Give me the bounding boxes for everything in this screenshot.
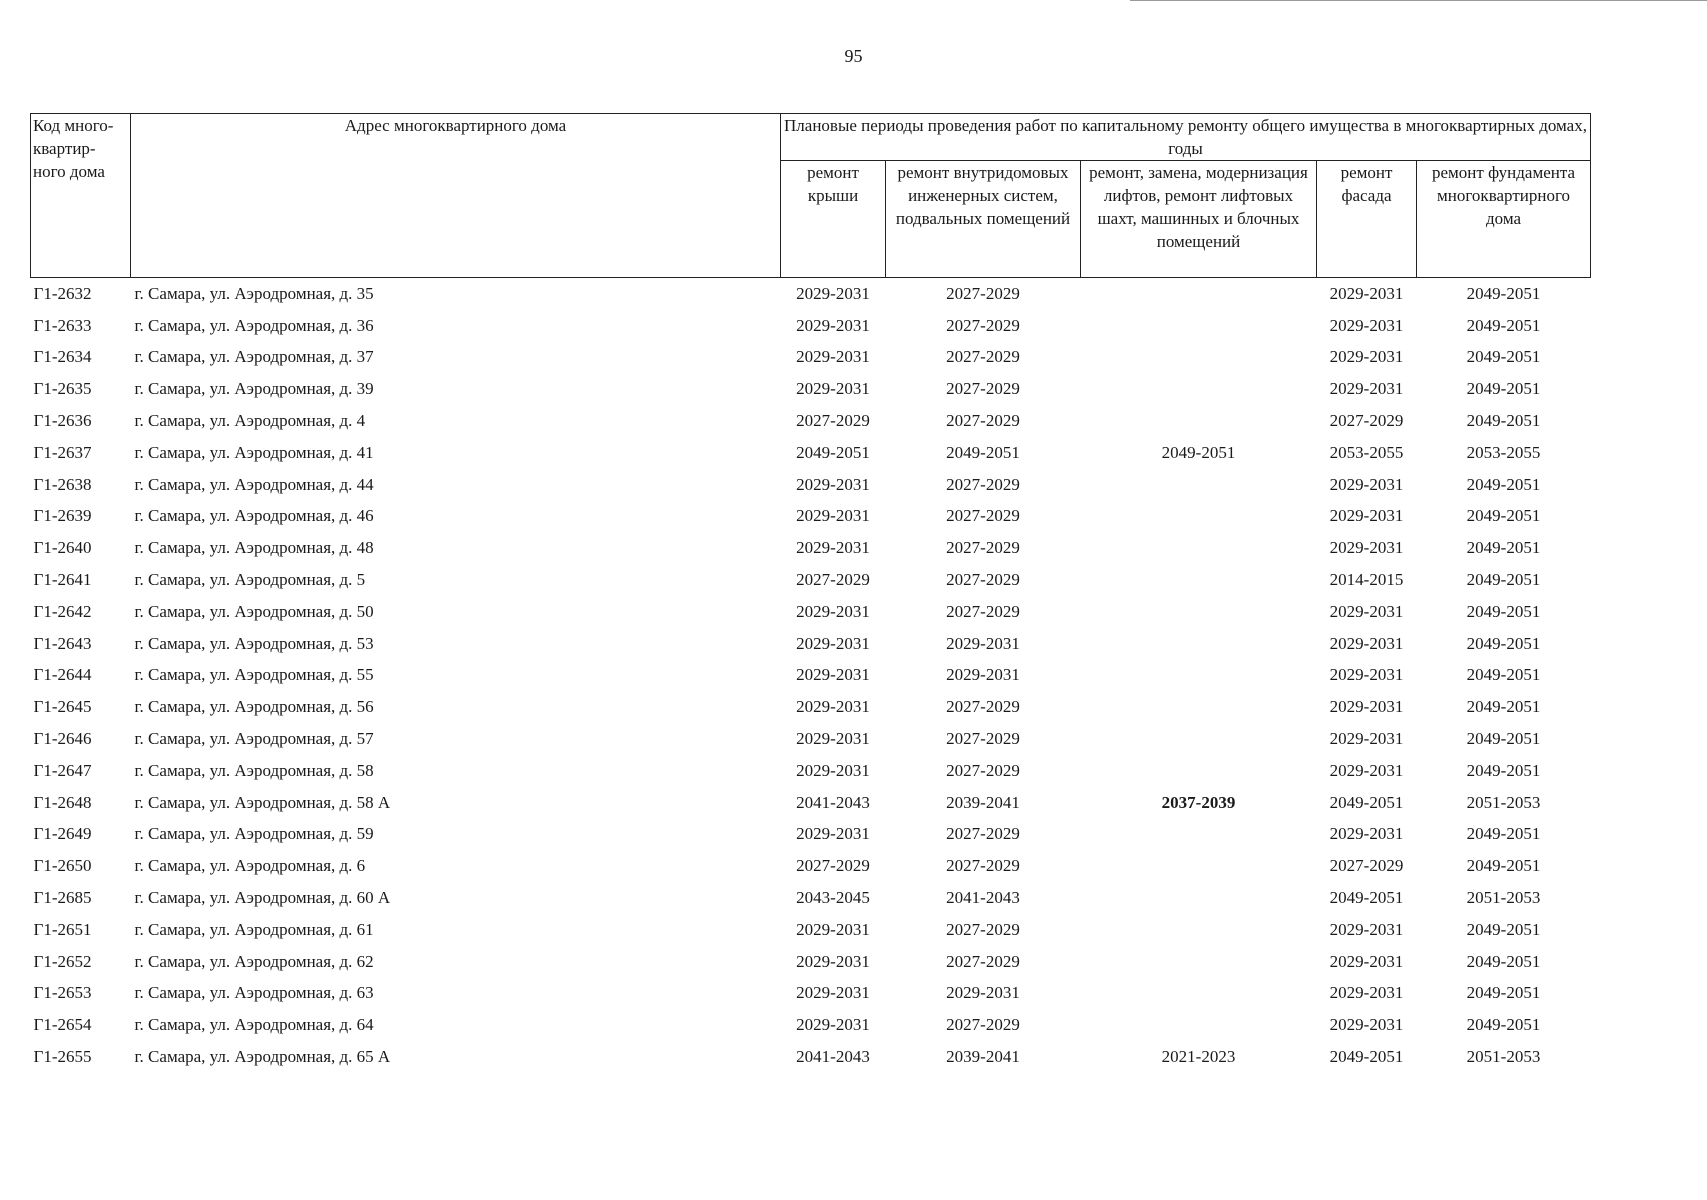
cell-facade-period: 2029-2031 bbox=[1329, 538, 1404, 558]
cell-foundation-period: 2051-2053 bbox=[1466, 1047, 1541, 1067]
cell-facade-period: 2029-2031 bbox=[1329, 1015, 1404, 1035]
cell-roof-period: 2029-2031 bbox=[796, 729, 870, 749]
cell-address: г. Самара, ул. Аэродромная, д. 59 bbox=[134, 824, 374, 844]
cell-lift-period bbox=[1081, 564, 1317, 596]
cell-foundation-period: 2049-2051 bbox=[1466, 856, 1541, 876]
cell-address: г. Самара, ул. Аэродромная, д. 48 bbox=[134, 538, 374, 558]
table-row bbox=[31, 373, 1591, 405]
cell-foundation-period: 2049-2051 bbox=[1466, 665, 1541, 685]
cell-code: Г1-2640 bbox=[33, 538, 92, 558]
cell-internal-systems-period: 2027-2029 bbox=[946, 538, 1020, 558]
table-row bbox=[31, 342, 1591, 374]
header-facade: ремонт фасада bbox=[1317, 161, 1417, 278]
table-row bbox=[31, 819, 1591, 851]
cell-internal-systems-period: 2027-2029 bbox=[946, 824, 1020, 844]
cell-foundation-period: 2049-2051 bbox=[1466, 983, 1541, 1003]
table-row bbox=[31, 882, 1591, 914]
cell-foundation-period: 2049-2051 bbox=[1466, 919, 1541, 939]
header-foundation: ремонт фундамента многоквартирного дома bbox=[1417, 161, 1591, 278]
cell-roof-period: 2029-2031 bbox=[796, 697, 870, 717]
header-periods-group: Плановые периоды проведения работ по капитальному ремонту общего имущества в многоквартирных домах, годы bbox=[781, 114, 1591, 161]
table-row bbox=[31, 278, 1591, 310]
cell-facade-period: 2029-2031 bbox=[1329, 379, 1404, 399]
cell-lift-period: 2037-2039 bbox=[1161, 792, 1236, 812]
cell-internal-systems-period: 2027-2029 bbox=[946, 315, 1020, 335]
header-code: Код много-квартир-ного дома bbox=[31, 114, 131, 278]
cell-internal-systems-period: 2027-2029 bbox=[946, 411, 1020, 431]
cell-lift-period bbox=[1081, 691, 1317, 723]
cell-internal-systems-period: 2027-2029 bbox=[946, 951, 1020, 971]
cell-internal-systems-period: 2039-2041 bbox=[946, 792, 1020, 812]
table-row bbox=[31, 310, 1591, 342]
cell-internal-systems-period: 2027-2029 bbox=[946, 919, 1020, 939]
cell-code: Г1-2653 bbox=[33, 983, 92, 1003]
cell-foundation-period: 2049-2051 bbox=[1466, 283, 1541, 303]
cell-internal-systems-period: 2027-2029 bbox=[946, 856, 1020, 876]
cell-roof-period: 2027-2029 bbox=[796, 411, 870, 431]
cell-lift-period bbox=[1081, 342, 1317, 374]
cell-lift-period: 2021-2023 bbox=[1161, 1047, 1236, 1067]
cell-roof-period: 2029-2031 bbox=[796, 538, 870, 558]
cell-roof-period: 2029-2031 bbox=[796, 283, 870, 303]
cell-address: г. Самара, ул. Аэродромная, д. 65 А bbox=[134, 1047, 391, 1067]
table-row bbox=[31, 532, 1591, 564]
cell-code: Г1-2651 bbox=[33, 919, 92, 939]
header-roof: ремонт крыши bbox=[781, 161, 886, 278]
cell-lift-period bbox=[1081, 405, 1317, 437]
cell-internal-systems-period: 2027-2029 bbox=[946, 601, 1020, 621]
cell-lift-period bbox=[1081, 373, 1317, 405]
cell-address: г. Самара, ул. Аэродромная, д. 46 bbox=[134, 506, 374, 526]
cell-foundation-period: 2049-2051 bbox=[1466, 347, 1541, 367]
cell-address: г. Самара, ул. Аэродромная, д. 56 bbox=[134, 697, 374, 717]
cell-code: Г1-2654 bbox=[33, 1015, 92, 1035]
cell-lift-period bbox=[1081, 819, 1317, 851]
cell-roof-period: 2029-2031 bbox=[796, 474, 870, 494]
header-address: Адрес многоквартирного дома bbox=[131, 114, 781, 278]
cell-lift-period bbox=[1081, 755, 1317, 787]
cell-internal-systems-period: 2027-2029 bbox=[946, 697, 1020, 717]
cell-facade-period: 2049-2051 bbox=[1329, 792, 1404, 812]
cell-address: г. Самара, ул. Аэродромная, д. 50 bbox=[134, 601, 374, 621]
table-row bbox=[31, 1041, 1591, 1073]
cell-address: г. Самара, ул. Аэродромная, д. 41 bbox=[134, 442, 374, 462]
cell-address: г. Самара, ул. Аэродромная, д. 53 bbox=[134, 633, 374, 653]
cell-facade-period: 2029-2031 bbox=[1329, 665, 1404, 685]
cell-foundation-period: 2049-2051 bbox=[1466, 1015, 1541, 1035]
table-row bbox=[31, 469, 1591, 501]
cell-address: г. Самара, ул. Аэродромная, д. 35 bbox=[134, 283, 374, 303]
cell-facade-period: 2029-2031 bbox=[1329, 729, 1404, 749]
cell-facade-period: 2049-2051 bbox=[1329, 888, 1404, 908]
cell-facade-period: 2027-2029 bbox=[1329, 411, 1404, 431]
header-lifts: ремонт, замена, модернизация лифтов, ремонт лифтовых шахт, машинных и блочных помещений bbox=[1081, 161, 1317, 278]
cell-lift-period bbox=[1081, 723, 1317, 755]
cell-address: г. Самара, ул. Аэродромная, д. 62 bbox=[134, 951, 374, 971]
cell-address: г. Самара, ул. Аэродромная, д. 6 bbox=[134, 856, 366, 876]
cell-facade-period: 2029-2031 bbox=[1329, 760, 1404, 780]
cell-roof-period: 2029-2031 bbox=[796, 919, 870, 939]
cell-address: г. Самара, ул. Аэродромная, д. 5 bbox=[134, 570, 366, 590]
cell-facade-period: 2029-2031 bbox=[1329, 315, 1404, 335]
cell-lift-period bbox=[1081, 882, 1317, 914]
table-header bbox=[31, 114, 1591, 278]
cell-code: Г1-2643 bbox=[33, 633, 92, 653]
table-row bbox=[31, 787, 1591, 819]
table-row bbox=[31, 946, 1591, 978]
cell-address: г. Самара, ул. Аэродромная, д. 55 bbox=[134, 665, 374, 685]
cell-roof-period: 2029-2031 bbox=[796, 665, 870, 685]
cell-lift-period bbox=[1081, 914, 1317, 946]
cell-facade-period: 2029-2031 bbox=[1329, 601, 1404, 621]
cell-roof-period: 2027-2029 bbox=[796, 570, 870, 590]
cell-internal-systems-period: 2027-2029 bbox=[946, 760, 1020, 780]
table-row bbox=[31, 914, 1591, 946]
cell-lift-period bbox=[1081, 946, 1317, 978]
table-row bbox=[31, 691, 1591, 723]
cell-roof-period: 2029-2031 bbox=[796, 315, 870, 335]
table-row bbox=[31, 723, 1591, 755]
cell-address: г. Самара, ул. Аэродромная, д. 60 А bbox=[134, 888, 391, 908]
cell-internal-systems-period: 2049-2051 bbox=[946, 442, 1020, 462]
cell-address: г. Самара, ул. Аэродромная, д. 4 bbox=[134, 411, 366, 431]
cell-foundation-period: 2049-2051 bbox=[1466, 760, 1541, 780]
cell-address: г. Самара, ул. Аэродромная, д. 58 bbox=[134, 760, 374, 780]
cell-lift-period bbox=[1081, 310, 1317, 342]
cell-address: г. Самара, ул. Аэродромная, д. 61 bbox=[134, 919, 374, 939]
cell-internal-systems-period: 2027-2029 bbox=[946, 474, 1020, 494]
cell-code: Г1-2632 bbox=[33, 283, 92, 303]
table-row bbox=[31, 628, 1591, 660]
cell-facade-period: 2053-2055 bbox=[1329, 442, 1404, 462]
cell-foundation-period: 2049-2051 bbox=[1466, 729, 1541, 749]
cell-roof-period: 2029-2031 bbox=[796, 824, 870, 844]
cell-code: Г1-2636 bbox=[33, 411, 92, 431]
cell-facade-period: 2029-2031 bbox=[1329, 633, 1404, 653]
cell-roof-period: 2041-2043 bbox=[796, 792, 870, 812]
cell-internal-systems-period: 2027-2029 bbox=[946, 347, 1020, 367]
cell-code: Г1-2644 bbox=[33, 665, 92, 685]
table-row bbox=[31, 978, 1591, 1010]
cell-foundation-period: 2053-2055 bbox=[1466, 442, 1541, 462]
cell-code: Г1-2646 bbox=[33, 729, 92, 749]
table-row bbox=[31, 1009, 1591, 1041]
cell-foundation-period: 2051-2053 bbox=[1466, 888, 1541, 908]
cell-code: Г1-2638 bbox=[33, 474, 92, 494]
cell-internal-systems-period: 2027-2029 bbox=[946, 379, 1020, 399]
cell-facade-period: 2029-2031 bbox=[1329, 283, 1404, 303]
cell-facade-period: 2029-2031 bbox=[1329, 824, 1404, 844]
cell-facade-period: 2029-2031 bbox=[1329, 506, 1404, 526]
cell-address: г. Самара, ул. Аэродромная, д. 63 bbox=[134, 983, 374, 1003]
cell-internal-systems-period: 2041-2043 bbox=[946, 888, 1020, 908]
cell-code: Г1-2652 bbox=[33, 951, 92, 971]
cell-lift-period bbox=[1081, 532, 1317, 564]
cell-foundation-period: 2049-2051 bbox=[1466, 411, 1541, 431]
cell-internal-systems-period: 2039-2041 bbox=[946, 1047, 1020, 1067]
cell-code: Г1-2649 bbox=[33, 824, 92, 844]
cell-code: Г1-2634 bbox=[33, 347, 92, 367]
cell-facade-period: 2029-2031 bbox=[1329, 951, 1404, 971]
cell-code: Г1-2637 bbox=[33, 442, 92, 462]
cell-foundation-period: 2049-2051 bbox=[1466, 315, 1541, 335]
cell-lift-period bbox=[1081, 596, 1317, 628]
page-number: 95 bbox=[844, 46, 863, 66]
cell-internal-systems-period: 2029-2031 bbox=[946, 665, 1020, 685]
cell-roof-period: 2029-2031 bbox=[796, 983, 870, 1003]
cell-facade-period: 2014-2015 bbox=[1329, 570, 1404, 590]
table-row bbox=[31, 660, 1591, 692]
cell-roof-period: 2027-2029 bbox=[796, 856, 870, 876]
cell-foundation-period: 2049-2051 bbox=[1466, 474, 1541, 494]
cell-foundation-period: 2049-2051 bbox=[1466, 570, 1541, 590]
cell-code: Г1-2642 bbox=[33, 601, 92, 621]
cell-roof-period: 2029-2031 bbox=[796, 633, 870, 653]
cell-roof-period: 2029-2031 bbox=[796, 1015, 870, 1035]
cell-facade-period: 2029-2031 bbox=[1329, 697, 1404, 717]
table-row bbox=[31, 596, 1591, 628]
cell-foundation-period: 2049-2051 bbox=[1466, 633, 1541, 653]
cell-lift-period bbox=[1081, 1009, 1317, 1041]
cell-roof-period: 2029-2031 bbox=[796, 951, 870, 971]
cell-roof-period: 2029-2031 bbox=[796, 601, 870, 621]
cell-foundation-period: 2049-2051 bbox=[1466, 824, 1541, 844]
cell-code: Г1-2635 bbox=[33, 379, 92, 399]
cell-roof-period: 2041-2043 bbox=[796, 1047, 870, 1067]
cell-foundation-period: 2049-2051 bbox=[1466, 379, 1541, 399]
cell-address: г. Самара, ул. Аэродромная, д. 37 bbox=[134, 347, 374, 367]
cell-code: Г1-2647 bbox=[33, 760, 92, 780]
cell-code: Г1-2648 bbox=[33, 792, 92, 812]
cell-facade-period: 2029-2031 bbox=[1329, 474, 1404, 494]
cell-lift-period bbox=[1081, 628, 1317, 660]
cell-code: Г1-2650 bbox=[33, 856, 92, 876]
cell-internal-systems-period: 2027-2029 bbox=[946, 1015, 1020, 1035]
cell-facade-period: 2029-2031 bbox=[1329, 919, 1404, 939]
cell-facade-period: 2029-2031 bbox=[1329, 983, 1404, 1003]
cell-facade-period: 2029-2031 bbox=[1329, 347, 1404, 367]
cell-code: Г1-2645 bbox=[33, 697, 92, 717]
cell-roof-period: 2029-2031 bbox=[796, 506, 870, 526]
cell-roof-period: 2049-2051 bbox=[796, 442, 870, 462]
table-row bbox=[31, 850, 1591, 882]
cell-foundation-period: 2049-2051 bbox=[1466, 951, 1541, 971]
table-row bbox=[31, 564, 1591, 596]
cell-internal-systems-period: 2027-2029 bbox=[946, 506, 1020, 526]
capital-repair-table bbox=[30, 113, 1591, 1073]
header-internal-systems: ремонт внутридомовых инженерных систем, подвальных помещений bbox=[886, 161, 1081, 278]
scan-edge-line bbox=[1130, 0, 1707, 1]
cell-address: г. Самара, ул. Аэродромная, д. 44 bbox=[134, 474, 374, 494]
cell-foundation-period: 2049-2051 bbox=[1466, 506, 1541, 526]
cell-lift-period bbox=[1081, 278, 1317, 310]
cell-internal-systems-period: 2027-2029 bbox=[946, 729, 1020, 749]
cell-foundation-period: 2049-2051 bbox=[1466, 538, 1541, 558]
cell-code: Г1-2633 bbox=[33, 315, 92, 335]
cell-code: Г1-2655 bbox=[33, 1047, 92, 1067]
cell-address: г. Самара, ул. Аэродромная, д. 58 А bbox=[134, 792, 391, 812]
cell-code: Г1-2685 bbox=[33, 888, 92, 908]
cell-roof-period: 2029-2031 bbox=[796, 347, 870, 367]
table-row bbox=[31, 755, 1591, 787]
cell-lift-period: 2049-2051 bbox=[1161, 442, 1236, 462]
cell-roof-period: 2029-2031 bbox=[796, 760, 870, 780]
table-body bbox=[31, 278, 1591, 1073]
cell-address: г. Самара, ул. Аэродромная, д. 64 bbox=[134, 1015, 374, 1035]
cell-internal-systems-period: 2027-2029 bbox=[946, 570, 1020, 590]
cell-lift-period bbox=[1081, 469, 1317, 501]
table-row bbox=[31, 405, 1591, 437]
cell-facade-period: 2027-2029 bbox=[1329, 856, 1404, 876]
table-row bbox=[31, 437, 1591, 469]
table-row bbox=[31, 501, 1591, 533]
cell-address: г. Самара, ул. Аэродромная, д. 57 bbox=[134, 729, 374, 749]
cell-internal-systems-period: 2029-2031 bbox=[946, 633, 1020, 653]
cell-lift-period bbox=[1081, 978, 1317, 1010]
cell-roof-period: 2029-2031 bbox=[796, 379, 870, 399]
cell-foundation-period: 2049-2051 bbox=[1466, 697, 1541, 717]
cell-facade-period: 2049-2051 bbox=[1329, 1047, 1404, 1067]
cell-roof-period: 2043-2045 bbox=[796, 888, 870, 908]
cell-address: г. Самара, ул. Аэродромная, д. 36 bbox=[134, 315, 374, 335]
cell-foundation-period: 2051-2053 bbox=[1466, 792, 1541, 812]
cell-lift-period bbox=[1081, 501, 1317, 533]
cell-lift-period bbox=[1081, 660, 1317, 692]
cell-code: Г1-2641 bbox=[33, 570, 92, 590]
cell-internal-systems-period: 2029-2031 bbox=[946, 983, 1020, 1003]
cell-code: Г1-2639 bbox=[33, 506, 92, 526]
cell-address: г. Самара, ул. Аэродромная, д. 39 bbox=[134, 379, 374, 399]
cell-lift-period bbox=[1081, 850, 1317, 882]
cell-foundation-period: 2049-2051 bbox=[1466, 601, 1541, 621]
cell-internal-systems-period: 2027-2029 bbox=[946, 283, 1020, 303]
